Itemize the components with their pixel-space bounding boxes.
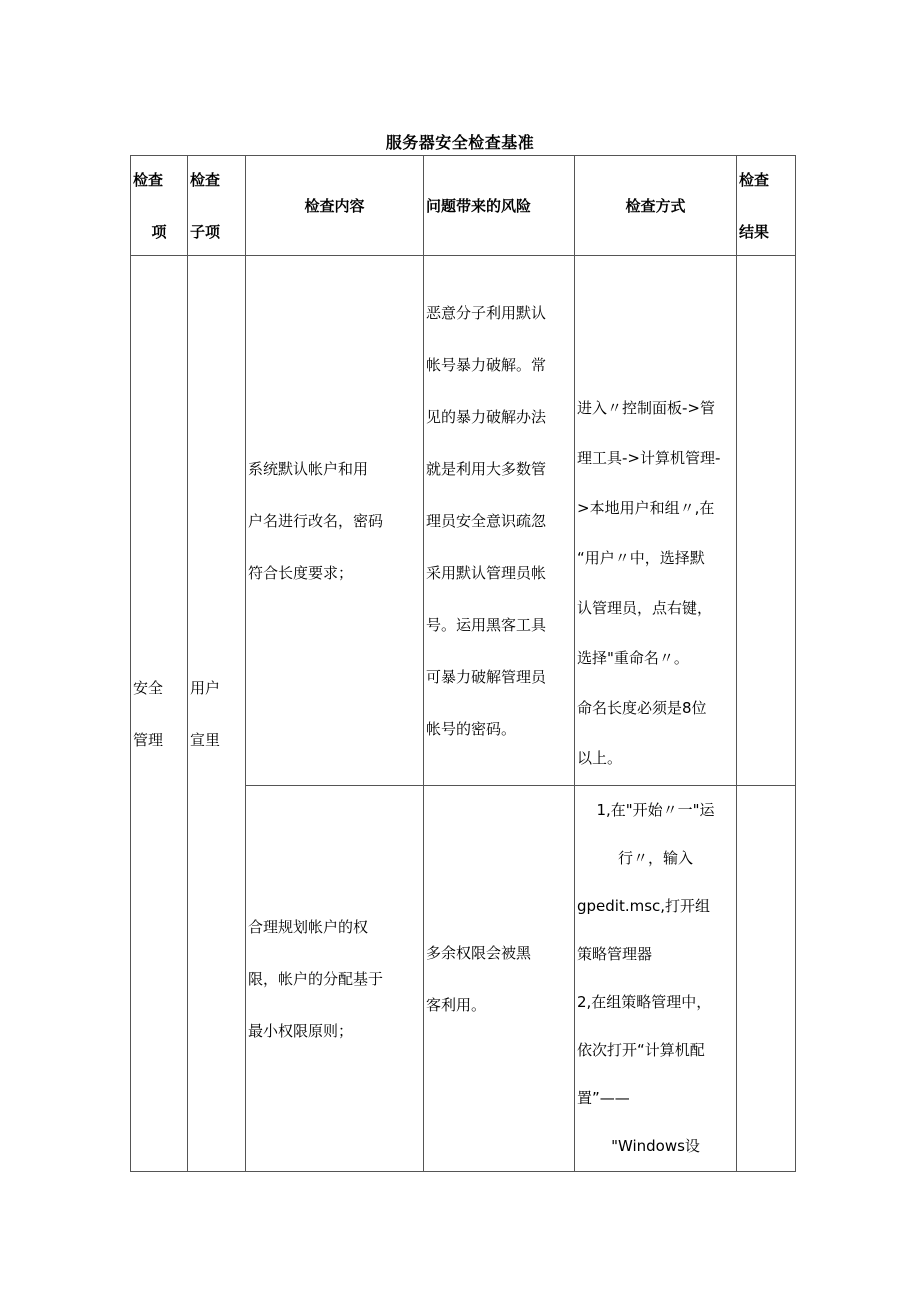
group-item-line1: 安全 bbox=[133, 678, 164, 697]
row2-method-line: 行〃，输入 bbox=[617, 849, 693, 867]
row2-risk-line: 客利用。 bbox=[426, 995, 487, 1014]
row1-risk-line: 号。运用黑客工具 bbox=[426, 615, 547, 634]
row1-risk-line: 采用默认管理员帐 bbox=[426, 563, 547, 582]
row1-risk-line: 理员安全意识疏忽 bbox=[426, 511, 547, 530]
group-subitem-line1: 用户 bbox=[190, 678, 221, 697]
row2-result bbox=[737, 786, 796, 1172]
row1-method-line: 认管理员，点右键， bbox=[577, 599, 713, 617]
group-item-line2: 管理 bbox=[133, 730, 164, 749]
row1-method-line: “用户〃中，选择默 bbox=[577, 549, 705, 567]
row2-method bbox=[575, 786, 737, 1172]
row1-method bbox=[575, 256, 737, 786]
row1-risk-line: 恶意分子利用默认 bbox=[426, 303, 547, 322]
row1-content-line: 系统默认帐户和用 bbox=[248, 459, 369, 478]
header-subitem-line1: 检查 bbox=[190, 170, 221, 189]
row1-content-line: 符合长度要求； bbox=[248, 563, 354, 582]
row1-method-line: 理工具->计算机管理- bbox=[577, 449, 721, 467]
header-method: 检查方式 bbox=[575, 156, 737, 256]
row1-method-line: 命名长度必须是8位 bbox=[577, 699, 707, 717]
row1-result bbox=[737, 256, 796, 786]
row2-method-line: 依次打开“计算机配 bbox=[577, 1041, 705, 1059]
row1-risk-line: 可暴力破解管理员 bbox=[426, 667, 547, 686]
header-subitem bbox=[188, 156, 246, 256]
security-check-table bbox=[130, 155, 796, 1172]
row2-risk-line: 多余权限会被黑 bbox=[426, 943, 532, 962]
group-subitem-line2: 宣里 bbox=[190, 730, 221, 749]
row2-content-line: 最小权限原则； bbox=[248, 1021, 354, 1040]
header-result-line2: 结果 bbox=[739, 222, 770, 241]
group-item-cell bbox=[131, 256, 188, 1172]
row1-risk bbox=[424, 256, 575, 786]
row1-method-line: 选择"重命名〃。 bbox=[577, 649, 689, 667]
row2-method-line: "Windows设 bbox=[611, 1137, 700, 1155]
row1-risk-line: 就是利用大多数管 bbox=[426, 459, 547, 478]
document-title: 服务器安全检查基准 bbox=[385, 133, 535, 152]
row1-risk-line: 帐号的密码。 bbox=[426, 719, 517, 738]
row1-risk-line: 帐号暴力破解。常 bbox=[426, 355, 547, 374]
table-row bbox=[131, 256, 796, 786]
group-subitem-cell bbox=[188, 256, 246, 1172]
row2-method-line: 置”—— bbox=[577, 1089, 630, 1107]
header-item-line1: 检查 bbox=[133, 170, 164, 189]
row2-method-line: 1,在"开始〃一"运 bbox=[596, 801, 715, 819]
row2-content-line: 合理规划帐户的权 bbox=[248, 917, 369, 936]
header-risk: 问题带来的风险 bbox=[424, 156, 575, 256]
header-row bbox=[131, 156, 796, 256]
header-content: 检查内容 bbox=[246, 156, 424, 256]
row1-method-line: 以上。 bbox=[577, 749, 623, 767]
row1-method-line: 进入〃控制面板->管 bbox=[577, 399, 715, 417]
header-subitem-line2: 子项 bbox=[190, 222, 221, 241]
row2-content bbox=[246, 786, 424, 1172]
header-item-line2: 项 bbox=[151, 222, 167, 241]
header-result bbox=[737, 156, 796, 256]
row1-risk-line: 见的暴力破解办法 bbox=[426, 407, 547, 426]
row2-method-line: 策略管理器 bbox=[577, 945, 653, 963]
row2-risk bbox=[424, 786, 575, 1172]
row2-method-line: 2,在组策略管理中， bbox=[577, 993, 712, 1011]
header-item bbox=[131, 156, 188, 256]
row2-content-line: 限，帐户的分配基于 bbox=[248, 969, 384, 988]
row1-content-line: 户名进行改名，密码 bbox=[248, 511, 384, 530]
row2-method-line: gpedit.msc,打开组 bbox=[577, 897, 711, 915]
row1-method-line: >本地用户和组〃,在 bbox=[577, 499, 715, 517]
row1-content bbox=[246, 256, 424, 786]
header-result-line1: 检查 bbox=[739, 170, 770, 189]
